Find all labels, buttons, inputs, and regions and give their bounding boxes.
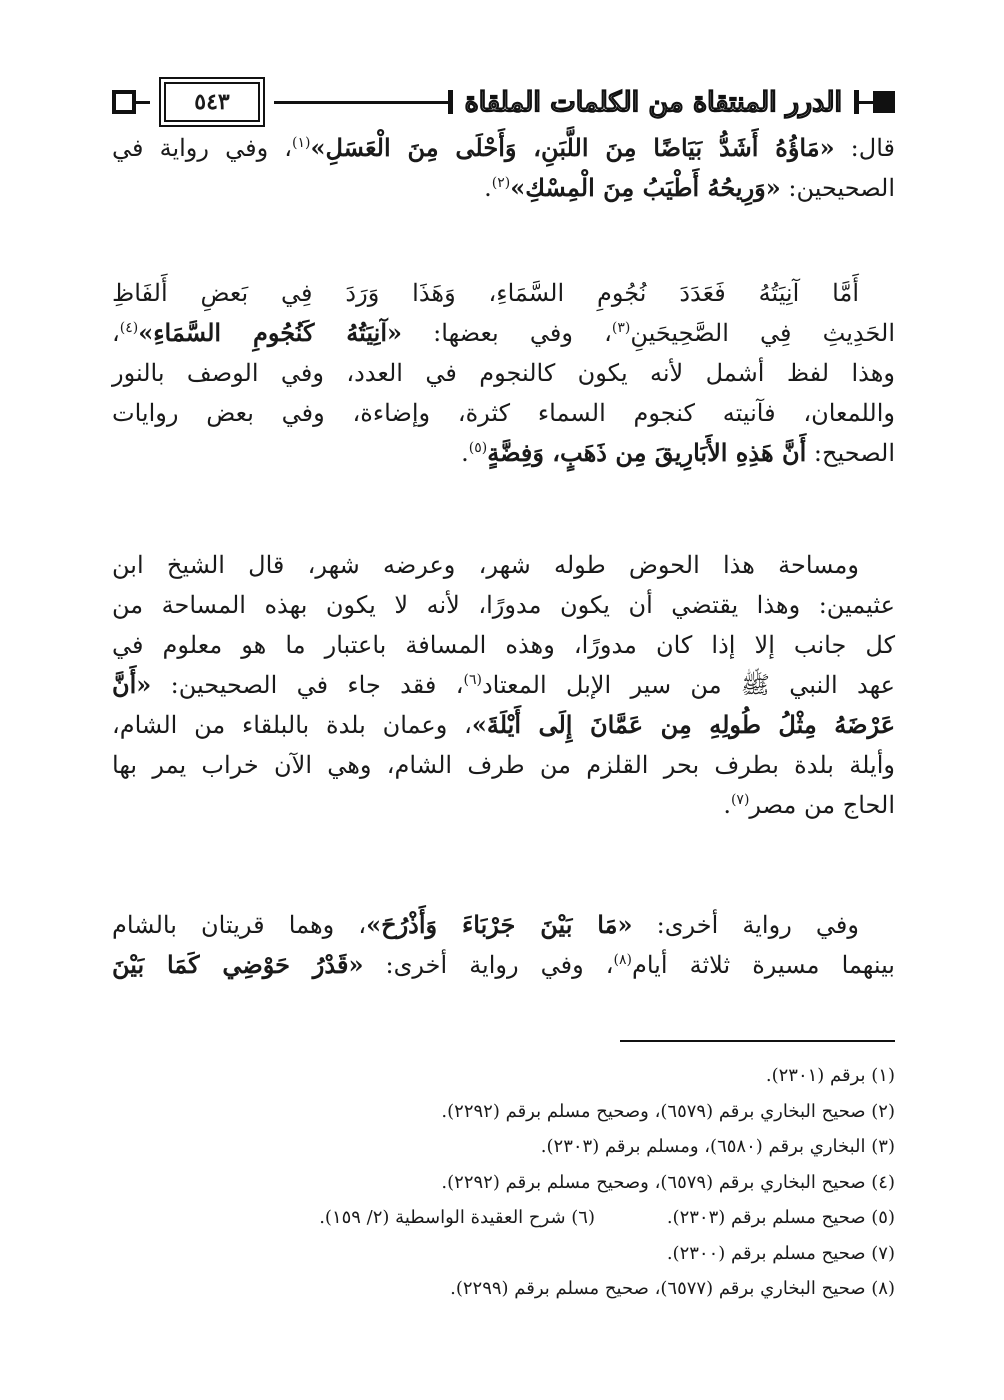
footnote-reference: (٣) xyxy=(611,320,631,336)
text-line xyxy=(112,785,895,825)
footnote-text: (٢) صحيح البخاري برقم (٦٥٧٩)، وصحيح مسلم برقم (٢٢٩٢). xyxy=(441,1100,895,1122)
paragraph xyxy=(112,273,895,473)
text-segment: عهد النبي ﷺ من سير الإبل المعتاد xyxy=(481,671,895,699)
text-line xyxy=(112,945,895,985)
text-line xyxy=(112,585,895,625)
footnote-text: (١) برقم (٢٣٠١). xyxy=(765,1065,895,1086)
text-line xyxy=(112,353,895,393)
text-segment: ، وعمان بلدة بالبلقاء من الشام، xyxy=(112,711,472,739)
footnote xyxy=(112,1271,895,1307)
text-segment: ، وهما قريتان بالشام xyxy=(112,911,367,939)
hadith-quote: عَرْضَهُ مِثْلُ طُولِهِ مِن عَمَّانَ إِلَى أَيْلَةَ» xyxy=(471,710,896,739)
header-rule xyxy=(136,101,150,104)
text-segment: ، وفي بعضها: xyxy=(402,319,612,347)
text-segment: الصحيح: xyxy=(806,439,895,467)
text-segment: ، وفي رواية أخرى: xyxy=(363,951,614,979)
text-segment: الحاج من مصر xyxy=(749,791,895,819)
footnote xyxy=(112,1236,895,1272)
hadith-quote: «أَنَّ xyxy=(112,670,152,699)
text-segment: ومساحة هذا الحوض طوله شهر، وعرضه شهر، قال الشيخ ابن xyxy=(112,551,859,579)
hadith-quote: «مَاؤُهُ أَشَدُّ بَيَاضًا مِنَ اللَّبَنِ، وَأَحْلَى مِنَ الْعَسَلِ» xyxy=(310,133,835,162)
text-segment: . xyxy=(723,791,731,819)
footnote-text: (٣) البخاري برقم (٦٥٨٠)، ومسلم برقم (٢٣٠٣). xyxy=(540,1136,895,1157)
text-line xyxy=(112,168,895,208)
footnote xyxy=(112,1094,895,1130)
footnote-reference: (٤) xyxy=(119,320,139,336)
page-number: ٥٤٣ xyxy=(164,82,260,122)
footnote-text: (٥) صحيح مسلم برقم (٢٣٠٣). xyxy=(666,1207,895,1228)
footnote-reference: (٢) xyxy=(491,175,511,191)
paragraph xyxy=(112,545,895,825)
footnote-reference: (٧) xyxy=(730,792,750,808)
text-line xyxy=(112,905,895,945)
footnote xyxy=(112,1129,895,1165)
header-rule xyxy=(274,101,448,104)
text-segment: أَمَّا آنِيَتُهُ فَعَدَدَ نُجُومِ السَّمَاءِ، وَهَذَا وَرَدَ فِي بَعضِ أَلفَاظِ xyxy=(112,279,859,307)
text-line xyxy=(112,393,895,433)
footnote xyxy=(112,1165,895,1201)
footnote-reference: (١) xyxy=(292,135,311,151)
book-title: الدرر المنتقاة من الكلمات الملقاة xyxy=(464,86,842,118)
running-header xyxy=(112,82,895,122)
text-line xyxy=(112,625,895,665)
footnote xyxy=(112,1200,895,1236)
text-segment: ، وفي رواية في xyxy=(112,134,293,162)
text-segment: . xyxy=(484,174,492,202)
footnote-text: (٤) صحيح البخاري برقم (٦٥٧٩)، وصحيح مسلم برقم (٢٢٩٢). xyxy=(441,1171,895,1193)
hadith-quote: «آنِيَتُهُ كَنُجُومِ السَّمَاءِ» xyxy=(138,318,402,347)
footnote-text: (٧) صحيح مسلم برقم (٢٣٠٠). xyxy=(666,1242,895,1264)
text-segment: الصحيحين: xyxy=(780,174,895,202)
footnote-reference: (٦) xyxy=(463,672,482,688)
footnote-reference: (٥) xyxy=(468,440,488,456)
footnote xyxy=(112,1058,895,1094)
text-line xyxy=(112,545,895,585)
text-segment: وهذا لفظ أشمل لأنه يكون كالنجوم في العدد، وفي الوصف بالنور xyxy=(112,359,895,387)
text-segment: الحَدِيثِ فِي الصَّحِيحَينِ xyxy=(630,319,895,347)
hadith-quote: «مَا بَيْنَ جَرْبَاءَ وَأَذْرُحَ» xyxy=(366,910,633,939)
text-segment: قال: xyxy=(834,134,895,162)
hadith-quote: «وَرِيحُهُ أَطْيَبُ مِنَ الْمِسْكِ» xyxy=(510,173,781,202)
footnote-text: (٨) صحيح البخاري برقم (٦٥٧٧)، صحيح مسلم برقم (٢٢٩٩). xyxy=(450,1278,895,1299)
text-line xyxy=(112,433,895,473)
text-segment: واللمعان، فآنيته كنجوم السماء كثرة، وإضاءة، وفي بعض روايات xyxy=(112,399,895,427)
text-line xyxy=(112,745,895,785)
footnote-reference: (٨) xyxy=(613,952,632,968)
text-segment: كل جانب إلا إذا كان مدورًا، وهذه المسافة باعتبار ما هو معلوم في xyxy=(112,631,895,659)
header-rule xyxy=(859,101,873,104)
text-line xyxy=(112,665,895,705)
text-segment: ، فقد جاء في الصحيحين: xyxy=(151,671,464,699)
text-segment: ، xyxy=(112,319,120,347)
text-segment: بينهما مسيرة ثلاثة أيام xyxy=(632,951,895,979)
text-line xyxy=(112,705,895,745)
text-line xyxy=(112,313,895,353)
text-line xyxy=(112,273,895,313)
footnote-text: (٦) شرح العقيدة الواسطية (٢/ ١٥٩). xyxy=(319,1207,595,1228)
text-segment: عثيمين: وهذا يقتضي أن يكون مدورًا، لأنه لا يكون بهذه المساحة من xyxy=(112,591,895,619)
text-segment: وفي رواية أخرى: xyxy=(632,911,859,939)
footnote-separator xyxy=(620,1040,895,1042)
header-ornament-square-hollow xyxy=(112,90,136,114)
hadith-quote: أَنَّ هَذِهِ الأَبَارِيقَ مِن ذَهَبٍ، وَفِضَّةٍ xyxy=(487,438,807,467)
paragraph xyxy=(112,905,895,985)
text-line xyxy=(112,128,895,168)
hadith-quote: «قَدْرُ حَوْضِي كَمَا بَيْنَ xyxy=(112,950,364,979)
paragraph xyxy=(112,128,895,208)
text-segment: وأيلة بلدة بطرف بحر القلزم من طرف الشام، وهي الآن خراب يمر بها xyxy=(112,751,895,779)
text-segment: . xyxy=(461,439,469,467)
header-ornament-square-filled xyxy=(873,91,895,113)
footnotes xyxy=(112,1058,895,1307)
